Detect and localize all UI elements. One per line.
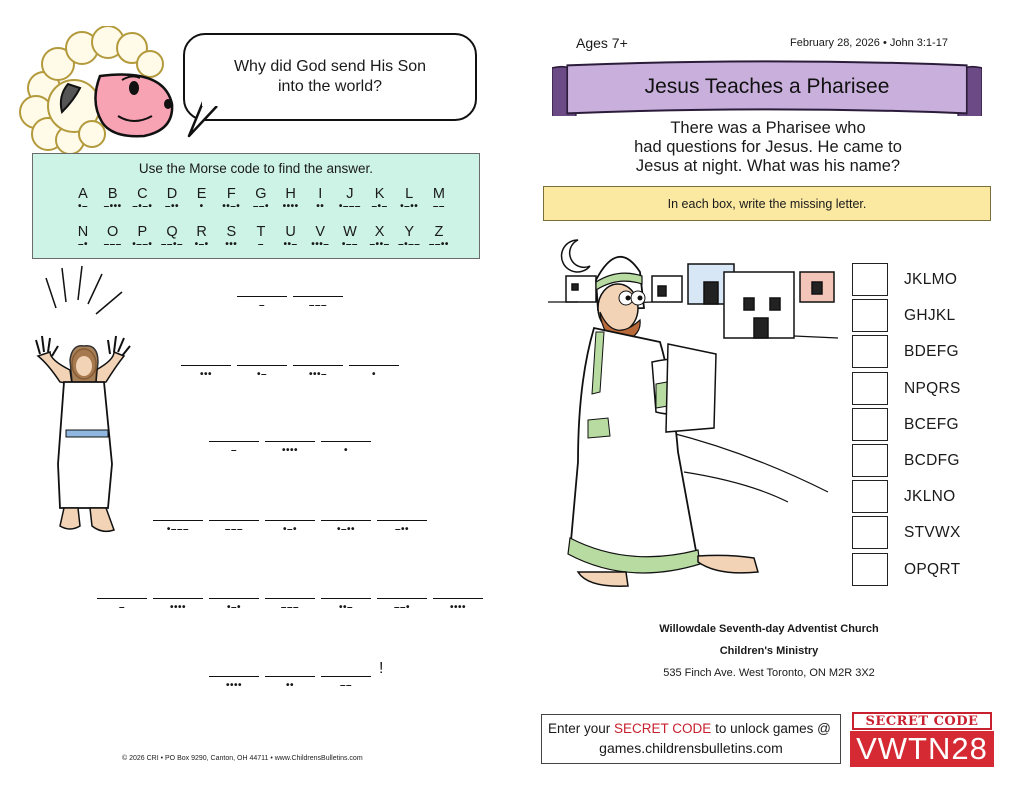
morse-key-letter: U <box>285 224 296 240</box>
answer-blank[interactable] <box>237 296 287 312</box>
answer-morse-code: ••– <box>338 602 354 613</box>
answer-blank[interactable] <box>265 441 315 457</box>
morse-key-letter: B <box>107 186 118 202</box>
morse-key-i <box>308 186 332 212</box>
answer-line <box>265 598 315 599</box>
answer-line <box>265 676 315 677</box>
missing-letter-box[interactable] <box>852 516 888 549</box>
promo-text <box>548 721 831 736</box>
answer-morse-code: ––– <box>280 602 300 613</box>
promo-prefix: Enter your <box>548 721 615 736</box>
speech-bubble <box>183 33 477 121</box>
answer-line <box>209 520 259 521</box>
morse-key-letter: R <box>196 224 207 240</box>
answer-line <box>321 598 371 599</box>
answer-blank[interactable] <box>265 598 315 614</box>
answer-morse-code: • <box>371 369 376 380</box>
morse-key-letter: J <box>346 186 354 202</box>
answer-morse-code: – <box>258 300 266 311</box>
morse-key-g <box>249 186 273 212</box>
answer-word <box>209 441 377 457</box>
answer-morse-code: •• <box>285 680 294 691</box>
letter-sequence: BCEFG <box>904 415 959 433</box>
answer-line <box>293 296 343 297</box>
answer-morse-code: ––– <box>224 524 244 535</box>
missing-letter-box[interactable] <box>852 372 888 405</box>
answer-word <box>209 660 384 692</box>
answer-line <box>209 598 259 599</box>
exclamation-mark: ! <box>379 660 384 677</box>
morse-instructions: Use the Morse code to find the answer. <box>138 161 374 176</box>
morse-key-code: ––• <box>252 201 269 212</box>
morse-key-q <box>160 224 184 250</box>
morse-key-code: –••– <box>369 239 390 250</box>
morse-key-code: •–• <box>194 239 209 250</box>
letter-sequence: BCDFG <box>904 452 960 469</box>
morse-key-code: – <box>257 239 264 250</box>
answer-line <box>321 441 371 442</box>
answer-blank[interactable] <box>377 598 427 614</box>
morse-key-letter: I <box>318 186 323 202</box>
morse-key-u <box>279 224 303 250</box>
morse-key-code: ––– <box>103 239 122 250</box>
answer-blank[interactable] <box>293 296 343 312</box>
promo-suffix: to unlock games @ <box>711 721 831 736</box>
morse-key-code: •–•• <box>400 201 419 212</box>
morse-code-key <box>32 153 480 259</box>
morse-key-letter: E <box>196 186 207 202</box>
letter-sequence: OPQRT <box>904 560 961 578</box>
answer-word <box>153 520 433 536</box>
morse-key-y <box>397 224 421 250</box>
answer-blank[interactable] <box>209 441 259 457</box>
morse-key-letter: O <box>107 224 119 240</box>
missing-letter-box[interactable] <box>852 299 888 332</box>
morse-key-letter: D <box>166 186 178 202</box>
answer-blank[interactable] <box>377 520 427 536</box>
letter-sequence: BDEFG <box>904 343 959 361</box>
church-info <box>600 618 938 684</box>
answer-blank[interactable] <box>265 520 315 536</box>
answer-blank[interactable] <box>209 520 259 536</box>
morse-key-m <box>427 186 451 212</box>
answer-line <box>265 520 315 521</box>
answer-blank[interactable] <box>237 365 287 381</box>
morse-key-letter: K <box>374 186 385 202</box>
morse-key-e <box>190 186 214 212</box>
morse-key-code: •––• <box>132 239 153 250</box>
morse-key-v <box>308 224 332 250</box>
morse-key-code: ••– <box>283 239 298 250</box>
answer-word <box>97 598 489 614</box>
morse-key-f <box>219 186 243 212</box>
answer-blank[interactable] <box>321 520 371 536</box>
copyright-footer: © 2026 CRI • PO Box 9290, Canton, OH 44711 • www.ChildrensBulletins.com <box>122 755 363 762</box>
answer-blank[interactable] <box>181 365 231 381</box>
morse-key-code: •••• <box>282 201 299 212</box>
answer-line <box>237 365 287 366</box>
answer-morse-code: •••• <box>281 445 298 456</box>
answer-line <box>321 676 371 677</box>
answer-blank[interactable] <box>321 598 371 614</box>
missing-letter-box[interactable] <box>852 335 888 368</box>
morse-key-row-2 <box>71 224 451 250</box>
age-label: Ages 7+ <box>576 35 628 51</box>
morse-key-code: •– <box>77 201 89 212</box>
answer-morse-code: – <box>118 602 126 613</box>
jesus-illustration <box>30 264 140 546</box>
morse-key-letter: V <box>315 224 326 240</box>
morse-key-c <box>130 186 154 212</box>
date-reference: February 28, 2026 • John 3:1-17 <box>790 37 948 49</box>
morse-key-letter: P <box>137 224 148 240</box>
letter-sequence: NPQRS <box>904 379 961 397</box>
missing-letter-box[interactable] <box>852 553 888 586</box>
answer-line <box>209 441 259 442</box>
instruction-banner: In each box, write the missing letter. <box>543 186 991 221</box>
morse-key-code: ••–• <box>222 201 241 212</box>
missing-letter-box[interactable] <box>852 444 888 477</box>
answer-line <box>237 296 287 297</box>
answer-word <box>181 365 405 381</box>
letter-sequence: GHJKL <box>904 307 956 325</box>
answer-blank[interactable] <box>321 676 371 692</box>
morse-key-d <box>160 186 184 212</box>
morse-key-code: ––•– <box>160 239 184 250</box>
answer-blank[interactable] <box>209 598 259 614</box>
question-line-3: Jesus at night. What was his name? <box>635 157 901 175</box>
games-url-link[interactable]: games.childrensbulletins.com <box>599 740 783 756</box>
promo-box <box>541 714 841 764</box>
answer-line <box>321 520 371 521</box>
morse-key-code: •• <box>316 201 325 212</box>
morse-key-letter: Y <box>404 224 415 240</box>
pharisee-illustration <box>548 232 848 600</box>
morse-key-o <box>101 224 125 250</box>
answer-morse-code: •––– <box>166 524 190 535</box>
morse-key-row-1 <box>71 186 451 212</box>
activity-title: Jesus Teaches a Pharisee <box>644 75 890 98</box>
answer-morse-code: ••• <box>199 369 212 380</box>
morse-key-a <box>71 186 95 212</box>
morse-key-x <box>368 224 392 250</box>
answer-morse-code: •–• <box>282 524 298 535</box>
answer-line <box>377 520 427 521</box>
answer-morse-code: •–• <box>226 602 242 613</box>
speech-line-2: into the world? <box>277 78 383 95</box>
morse-key-n <box>71 224 95 250</box>
morse-key-letter: F <box>226 186 236 202</box>
morse-key-letter: C <box>137 186 148 202</box>
morse-key-b <box>101 186 125 212</box>
morse-key-p <box>130 224 154 250</box>
answer-morse-code: – <box>230 445 238 456</box>
morse-key-code: –••• <box>103 201 122 212</box>
morse-key-letter: Z <box>434 224 444 240</box>
promo-highlight: SECRET CODE <box>614 721 712 736</box>
answer-morse-code: •••• <box>449 602 466 613</box>
morse-key-letter: M <box>432 186 445 202</box>
answer-line <box>153 598 203 599</box>
answer-line <box>349 365 399 366</box>
morse-key-letter: A <box>78 186 88 202</box>
ministry-name: Children's Ministry <box>719 645 819 657</box>
answer-word <box>237 296 349 312</box>
morse-key-k <box>368 186 392 212</box>
answer-line <box>265 441 315 442</box>
answer-morse-code: ––• <box>393 602 411 613</box>
answer-morse-code: • <box>343 445 348 456</box>
morse-key-code: –• <box>77 239 89 250</box>
morse-key-code: •••– <box>311 239 330 250</box>
answer-line <box>377 598 427 599</box>
morse-key-s <box>219 224 243 250</box>
morse-key-letter: X <box>374 224 385 240</box>
answer-blank[interactable] <box>293 365 343 381</box>
morse-key-r <box>190 224 214 250</box>
morse-key-letter: G <box>255 186 267 202</box>
missing-letter-box[interactable] <box>852 480 888 513</box>
morse-key-code: –•– <box>371 201 388 212</box>
morse-key-code: •––– <box>338 201 361 212</box>
question-line-1: There was a Pharisee who <box>670 119 866 137</box>
morse-key-letter: N <box>77 224 89 240</box>
morse-key-letter: T <box>256 224 266 240</box>
answer-blank[interactable] <box>209 676 259 692</box>
answer-morse-code: •••• <box>169 602 186 613</box>
morse-key-letter: W <box>343 224 357 240</box>
morse-key-code: ––•• <box>428 239 449 250</box>
sheep-illustration <box>14 26 184 156</box>
morse-key-letter: Q <box>166 224 178 240</box>
morse-key-code: •–– <box>341 239 358 250</box>
question-line-2: had questions for Jesus. He came to <box>634 138 902 156</box>
answer-line <box>433 598 483 599</box>
letter-sequence: JKLNO <box>904 488 956 506</box>
morse-key-letter: H <box>285 186 296 202</box>
secret-code-label: SECRET CODE <box>852 712 992 730</box>
morse-key-j <box>338 186 362 212</box>
answer-line <box>153 520 203 521</box>
morse-key-letter: L <box>405 186 414 202</box>
answer-blank[interactable] <box>321 441 371 457</box>
church-address: 535 Finch Ave. West Toronto, ON M2R 3X2 <box>663 667 875 679</box>
answer-morse-code: •– <box>256 369 268 380</box>
morse-key-code: • <box>199 201 204 212</box>
missing-letter-box[interactable] <box>852 408 888 441</box>
morse-key-code: –– <box>432 201 445 212</box>
answer-line <box>209 676 259 677</box>
answer-blank[interactable] <box>433 598 483 614</box>
answer-blank[interactable] <box>153 520 203 536</box>
church-name: Willowdale Seventh-day Adventist Church <box>659 623 879 635</box>
morse-key-code: ••• <box>225 239 238 250</box>
answer-morse-code: –•• <box>394 524 410 535</box>
answer-line <box>293 365 343 366</box>
morse-key-letter: S <box>226 224 237 240</box>
answer-morse-code: •••• <box>225 680 242 691</box>
morse-key-h <box>279 186 303 212</box>
answer-blank[interactable] <box>265 676 315 692</box>
secret-code-value: VWTN28 <box>850 731 994 767</box>
answer-line <box>97 598 147 599</box>
letter-sequence: STVWX <box>904 524 961 542</box>
morse-key-t <box>249 224 273 250</box>
morse-key-w <box>338 224 362 250</box>
letter-sequence: JKLMO <box>904 271 958 288</box>
answer-blank[interactable] <box>349 365 399 381</box>
answer-morse-code: –– <box>339 680 353 691</box>
morse-key-z <box>427 224 451 250</box>
answer-line <box>181 365 231 366</box>
answer-morse-code: ––– <box>308 300 328 311</box>
morse-key-l <box>397 186 421 212</box>
speech-bubble-tail <box>183 100 223 140</box>
morse-key-code: –•–• <box>132 201 153 212</box>
missing-letter-box[interactable] <box>852 263 888 296</box>
morse-key-code: –•• <box>164 201 179 212</box>
answer-morse-code: •–•• <box>336 524 356 535</box>
question-text <box>560 119 976 176</box>
speech-line-1: Why did God send His Son <box>233 58 427 75</box>
morse-key-code: –•–– <box>398 239 421 250</box>
answer-morse-code: •••– <box>308 369 328 380</box>
answer-blank[interactable] <box>153 598 203 614</box>
answer-blank[interactable] <box>97 598 147 614</box>
